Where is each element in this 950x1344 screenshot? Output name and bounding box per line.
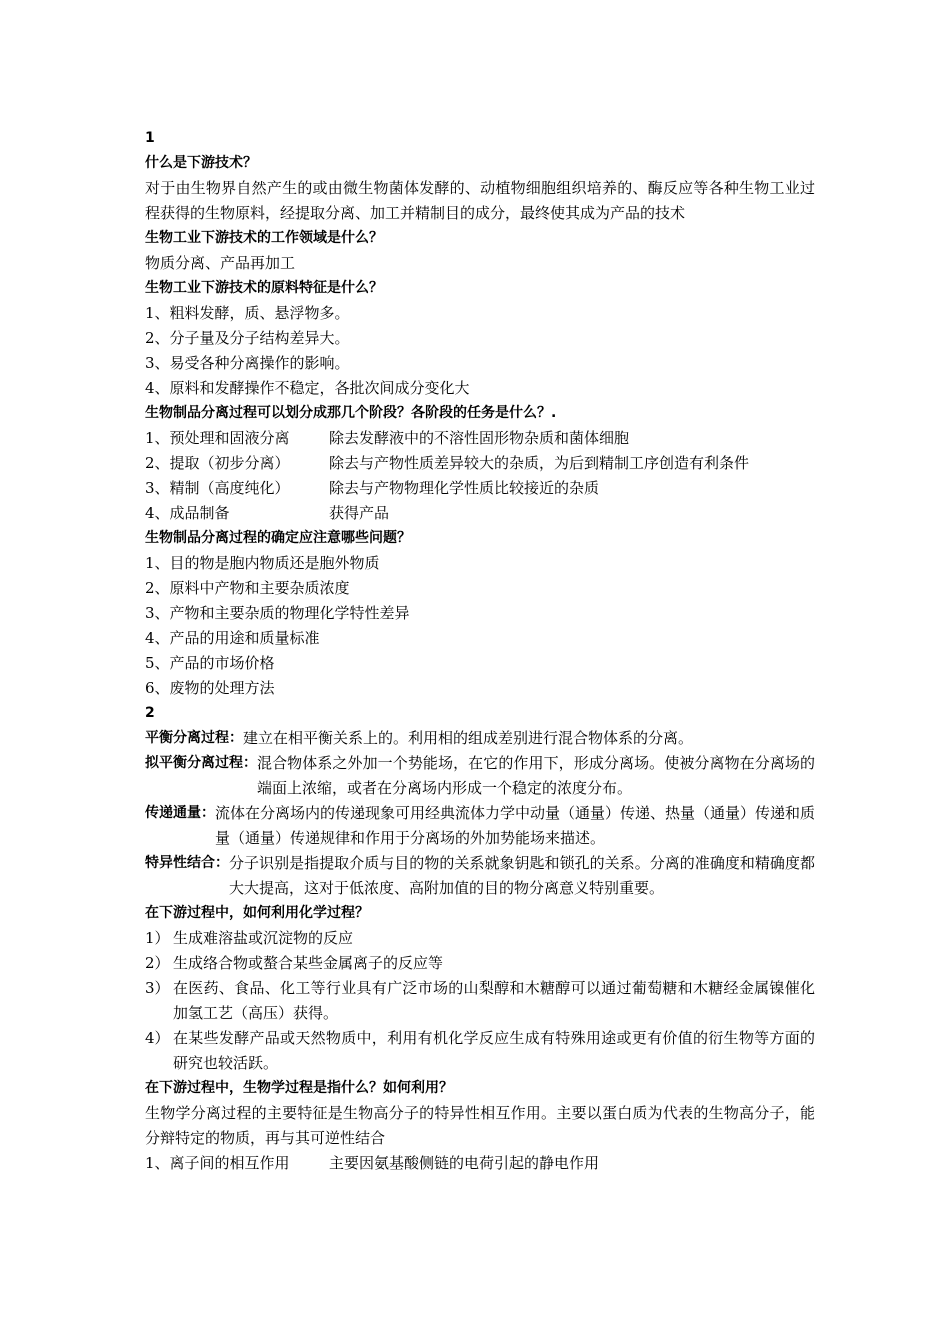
item-text: 在某些发酵产品或天然物质中，利用有机化学反应生成有特殊用途或更有价值的衍生物等方面的研究也较活跃。 (173, 1029, 815, 1072)
list-item: 2、原料中产物和主要杂质浓度 (145, 579, 350, 597)
numbered-item (145, 926, 815, 951)
stage-row (145, 426, 815, 451)
numbered-item (145, 951, 815, 976)
stage-name: 4、成品制备 (145, 504, 230, 522)
stage-name: 3、精制（高度纯化） (145, 479, 290, 497)
definition-row (145, 851, 815, 901)
question-chemical-process: 在下游过程中，如何利用化学过程？ (145, 905, 369, 921)
numbered-item (145, 1026, 815, 1076)
definition-text: 混合物体系之外加一个势能场，在它的作用下，形成分离场。使被分离物在分离场的端面上浓缩，或者在分离场内形成一个稳定的浓度分布。 (257, 754, 815, 797)
question-raw-material: 生物工业下游技术的原料特征是什么？ (145, 280, 383, 296)
question-work-field: 生物工业下游技术的工作领域是什么？ (145, 230, 383, 246)
definition-term: 传递通量： (145, 805, 215, 821)
numbered-item (145, 976, 815, 1026)
definition-text: 流体在分离场内的传递现象可用经典流体力学中动量（通量）传递、热量（通量）传递和质量（通量）传递规律和作用于分离场的外加势能场来描述。 (215, 804, 816, 847)
question-stages: 生物制品分离过程可以划分成那几个阶段？各阶段的任务是什么？. (145, 405, 557, 421)
list-item: 1、粗料发酵，质、悬浮物多。 (145, 304, 350, 322)
definition-term: 特异性结合： (145, 855, 229, 871)
definition-term: 拟平衡分离过程： (145, 755, 257, 771)
list-item: 5、产品的市场价格 (145, 654, 275, 672)
item-number: 1） (145, 929, 170, 947)
answer-biological-process: 生物学分离过程的主要特征是生物高分子的特异性相互作用。主要以蛋白质为代表的生物高分子，能分辩特定的物质，再与其可逆性结合 (145, 1104, 815, 1147)
stage-row (145, 451, 815, 476)
definition-row (145, 726, 815, 751)
interaction-name: 1、离子间的相互作用 (145, 1154, 290, 1172)
section-number-2: 2 (145, 705, 155, 721)
stage-task: 除去发酵液中的不溶性固形物杂质和菌体细胞 (329, 429, 630, 447)
document-page (145, 126, 815, 1176)
definition-text: 建立在相平衡关系上的。利用相的组成差别进行混合物体系的分离。 (243, 729, 694, 747)
item-text: 生成络合物或螯合某些金属离子的反应等 (173, 954, 444, 972)
item-number: 2） (145, 954, 170, 972)
list-item: 3、易受各种分离操作的影响。 (145, 354, 350, 372)
list-item: 6、废物的处理方法 (145, 679, 275, 697)
interaction-row (145, 1151, 815, 1176)
definition-row (145, 751, 815, 801)
item-text: 生成难溶盐或沉淀物的反应 (173, 929, 354, 947)
question-downstream-tech: 什么是下游技术？ (145, 155, 257, 171)
item-number: 3） (145, 979, 170, 997)
list-item: 4、原料和发酵操作不稳定，各批次间成分变化大 (145, 379, 470, 397)
stage-task: 除去与产物物理化学性质比较接近的杂质 (329, 479, 600, 497)
stage-row (145, 476, 815, 501)
stage-row (145, 501, 815, 526)
list-item: 3、产物和主要杂质的物理化学特性差异 (145, 604, 410, 622)
stage-task: 除去与产物性质差异较大的杂质，为后到精制工序创造有利条件 (329, 454, 750, 472)
question-biological-process: 在下游过程中，生物学过程是指什么？如何利用？ (145, 1080, 453, 1096)
item-text: 在医药、食品、化工等行业具有广泛市场的山梨醇和木糖醇可以通过葡萄糖和木糖经金属镍催化加氢工艺（高压）获得。 (173, 979, 815, 1022)
list-item: 1、目的物是胞内物质还是胞外物质 (145, 554, 380, 572)
answer-downstream-tech: 对于由生物界自然产生的或由微生物菌体发酵的、动植物细胞组织培养的、酶反应等各种生物工业过程获得的生物原料，经提取分离、加工并精制目的成分，最终使其成为产品的技术 (145, 179, 815, 222)
list-item: 4、产品的用途和质量标准 (145, 629, 320, 647)
stage-name: 2、提取（初步分离） (145, 454, 290, 472)
definition-text: 分子识别是指提取介质与目的物的关系就象钥匙和锁孔的关系。分离的准确度和精确度都大大提高，这对于低浓度、高附加值的目的物分离意义特别重要。 (229, 854, 815, 897)
stage-task: 获得产品 (329, 504, 390, 522)
list-item: 2、分子量及分子结构差异大。 (145, 329, 350, 347)
interaction-desc: 主要因氨基酸侧链的电荷引起的静电作用 (329, 1154, 600, 1172)
stage-name: 1、预处理和固液分离 (145, 429, 290, 447)
section-number-1: 1 (145, 130, 155, 146)
definition-term: 平衡分离过程： (145, 730, 243, 746)
item-number: 4） (145, 1029, 170, 1047)
question-considerations: 生物制品分离过程的确定应注意哪些问题？ (145, 530, 411, 546)
definition-row (145, 801, 815, 851)
answer-work-field: 物质分离、产品再加工 (145, 254, 296, 272)
